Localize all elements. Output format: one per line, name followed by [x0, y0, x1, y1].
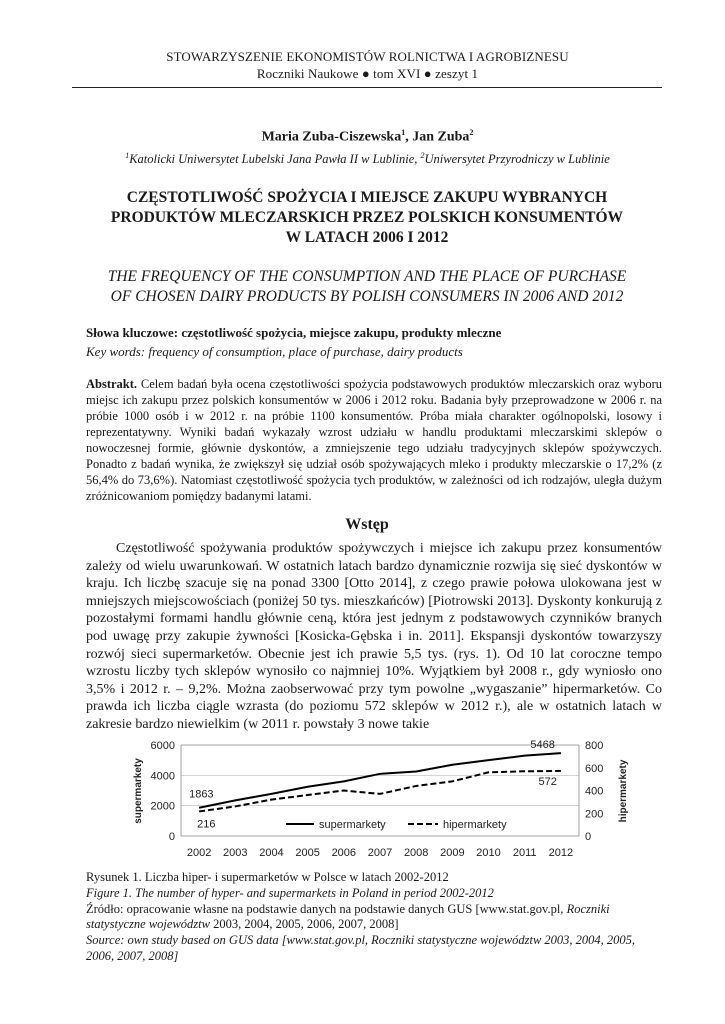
header-organization: STOWARZYSZENIE EKONOMISTÓW ROLNICTWA I AGROBIZNESU — [166, 49, 569, 64]
title-pl-line-3: W LATACH 2006 I 2012 — [285, 229, 449, 246]
authors-separator: , — [405, 129, 413, 145]
x-axis-ticks — [187, 847, 573, 859]
y-tick-label: 4000 — [150, 770, 175, 783]
caption-en: Figure 1. The number of hyper- and supermarkets in Poland in period 2002-2012 — [86, 885, 494, 900]
keywords-polish: Słowa kluczowe: częstotliwość spożycia, miejsce zakupu, produkty mleczne — [86, 325, 502, 340]
chart-grid — [181, 775, 579, 805]
abstract-label: Abstrakt. — [86, 377, 138, 391]
x-tick-label: 2005 — [295, 847, 320, 859]
x-tick-label: 2002 — [186, 847, 212, 859]
annotation-super-first: 1863 — [189, 788, 214, 801]
abstract — [86, 376, 662, 504]
abstract-text: Celem badań była ocena częstotliwości spożycia podstawowych produktów mleczarskich oraz wyboru miejsc ich zakupu przez polskich konsumentów w 2006 i 2012 roku. Badania były przeprowadzone w 2006 r. na próbie 1000 osób i w 2012 r. na próbie 1100 konsumentów. Próba miała charakter ogólnopolski, losowy i reprezentatywny. Wyniki badań wykazały wzrost udziału w handlu produktami mleczarskimi sklepów o nowoczesnej formie, głównie dyskontów, a zmniejszenie tego udziału tradycyjnych sklepów spożywczych. Ponadto z badań wynika, że zwiększył się udział osób spożywających mleko i produkty mleczarskie o 17,2% (z 56,4% do 73,6%). Natomiast częstotliwość spożycia tych produktów, w zależności od ich rodzajów, uległa dużym zróżnicowaniom pomiędzy badanymi latami. — [86, 377, 662, 504]
caption-source-en: Source: own study based on GUS data [www.stat.gov.pl, Roczniki statystyczne województw 2003, 2004, 2005, 2006, 2007, 2008] — [86, 933, 636, 963]
title-english — [72, 267, 662, 307]
y2-tick-label: 400 — [585, 785, 604, 798]
legend-label-supermarkety: supermarkety — [319, 819, 386, 831]
y-axis-label: supermarkety — [133, 758, 144, 824]
header-rule — [72, 87, 662, 88]
section-title: Wstęp — [345, 516, 389, 533]
author-2: Jan Zuba — [412, 129, 470, 145]
author-2-sup: 2 — [469, 128, 474, 137]
y2-axis-label: hipermarkety — [618, 759, 629, 823]
line-chart — [86, 735, 662, 865]
y-tick-label: 0 — [168, 831, 175, 843]
source-pl-part-1: Źródło: opracowanie własne na podstawie danych na podstawie danych GUS [www.stat.gov.pl, — [86, 901, 567, 916]
affiliation-1: Katolicki Uniwersytet Lubelski Jana Pawła II w Lublinie, — [129, 152, 421, 167]
affiliation-1-sup: 1 — [125, 151, 130, 160]
series-line-supermarkety — [199, 753, 561, 808]
title-pl-line-2: PRODUKTÓW MLECZARSKICH PRZEZ POLSKICH KONSUMENTÓW — [110, 209, 624, 226]
journal-header — [75, 48, 660, 82]
x-tick-label: 2003 — [223, 847, 248, 859]
authors — [75, 128, 660, 146]
title-pl-line-1: CZĘSTOTLIWOŚĆ SPOŻYCIA I MIEJSCE ZAKUPU WYBRANYCH — [126, 189, 608, 206]
annotation-hyper-last: 572 — [538, 775, 557, 788]
caption-pl: Rysunek 1. Liczba hiper- i supermarketów w Polsce w latach 2002-2012 — [86, 870, 449, 884]
y-tick-label: 6000 — [150, 740, 175, 752]
y2-tick-label: 200 — [585, 808, 604, 821]
x-tick-label: 2006 — [331, 847, 357, 859]
annotation-hyper-first: 216 — [197, 818, 216, 831]
x-tick-label: 2009 — [440, 847, 465, 859]
source-pl-italic: Roczniki statystyczne województw — [86, 901, 610, 932]
title-en-line-1: THE FREQUENCY OF THE CONSUMPTION AND THE PLACE OF PURCHASE — [107, 268, 627, 285]
y2-tick-label: 600 — [585, 762, 604, 775]
title-polish — [72, 188, 662, 248]
x-tick-label: 2010 — [476, 847, 501, 859]
affiliations — [75, 151, 660, 167]
affiliation-2-sup: 2 — [420, 151, 425, 160]
x-tick-label: 2008 — [403, 847, 429, 859]
title-en-line-2: OF CHOSEN DAIRY PRODUCTS BY POLISH CONSUMERS IN 2006 AND 2012 — [110, 288, 624, 305]
caption-source-pl — [86, 902, 662, 934]
author-1: Maria Zuba-Ciszewska — [261, 129, 402, 145]
x-tick-label: 2007 — [367, 847, 393, 859]
header-journal-info: Roczniki Naukowe ● tom XVI ● zeszyt 1 — [256, 66, 479, 81]
annotation-super-last: 5468 — [530, 739, 555, 752]
y2-axis-ticks — [585, 740, 603, 843]
chart-legend — [286, 819, 507, 831]
affiliation-2: Uniwersytet Przyrodniczy w Lublinie — [424, 152, 610, 167]
figure-caption — [86, 870, 662, 965]
body-paragraph: Częstotliwość spożywania produktów spożywczych i miejsce ich zakupu przez konsumentów zależy od wielu uwarunkowań. W ostatnich latach bardzo dynamicznie rozwija się sieć dyskontów w kraju. Ich liczbę szacuje się na ponad 3300 [Otto 2014], z czego prawie połowa ulokowana jest w mniejszych miejscowościach (poniżej 50 tys. mieszkańców) [Piotrowski 2013]. Dyskonty konkurują z pozostałymi formami handlu głównie ceną, która jest jednym z podstawowych czynników branych pod uwagę przy zakupie żywności [Kosicka-Gębska i in. 2011]. Ekspansji dyskontów towarzyszy rozwój sieci supermarketów. Obecnie jest ich prawie 5,5 tys. (rys. 1). Od 10 lat coroczne tempo wzrostu liczby tych sklepów wynosiło co najmniej 10%. Wyjątkiem był 2008 r., gdy wyniosło ono 3,5% i 2012 r. – 9,2%. Można zaobserwować przy tym powolne „wygaszanie” hipermarketów. Co prawda ich liczba ciągle wzrasta (do poziomu 572 sklepów w 2012 r.), ale w ostatnich latach w zakresie bardzo niewielkim (w 2011 r. powstały 3 nowe takie — [86, 541, 662, 732]
y2-tick-label: 800 — [585, 740, 604, 752]
x-tick-label: 2004 — [259, 847, 284, 859]
y-tick-label: 2000 — [150, 800, 175, 813]
legend-label-hipermarkety: hipermarkety — [443, 819, 507, 831]
source-pl-part-2: 2003, 2004, 2005, 2006, 2007, 2008] — [209, 917, 399, 932]
author-1-sup: 1 — [401, 128, 406, 137]
x-tick-label: 2011 — [512, 847, 537, 859]
y2-tick-label: 0 — [585, 831, 592, 843]
y-axis-ticks — [151, 740, 175, 843]
x-tick-label: 2012 — [548, 847, 574, 859]
keywords-english: Key words: frequency of consumption, place of purchase, dairy products — [86, 344, 463, 359]
